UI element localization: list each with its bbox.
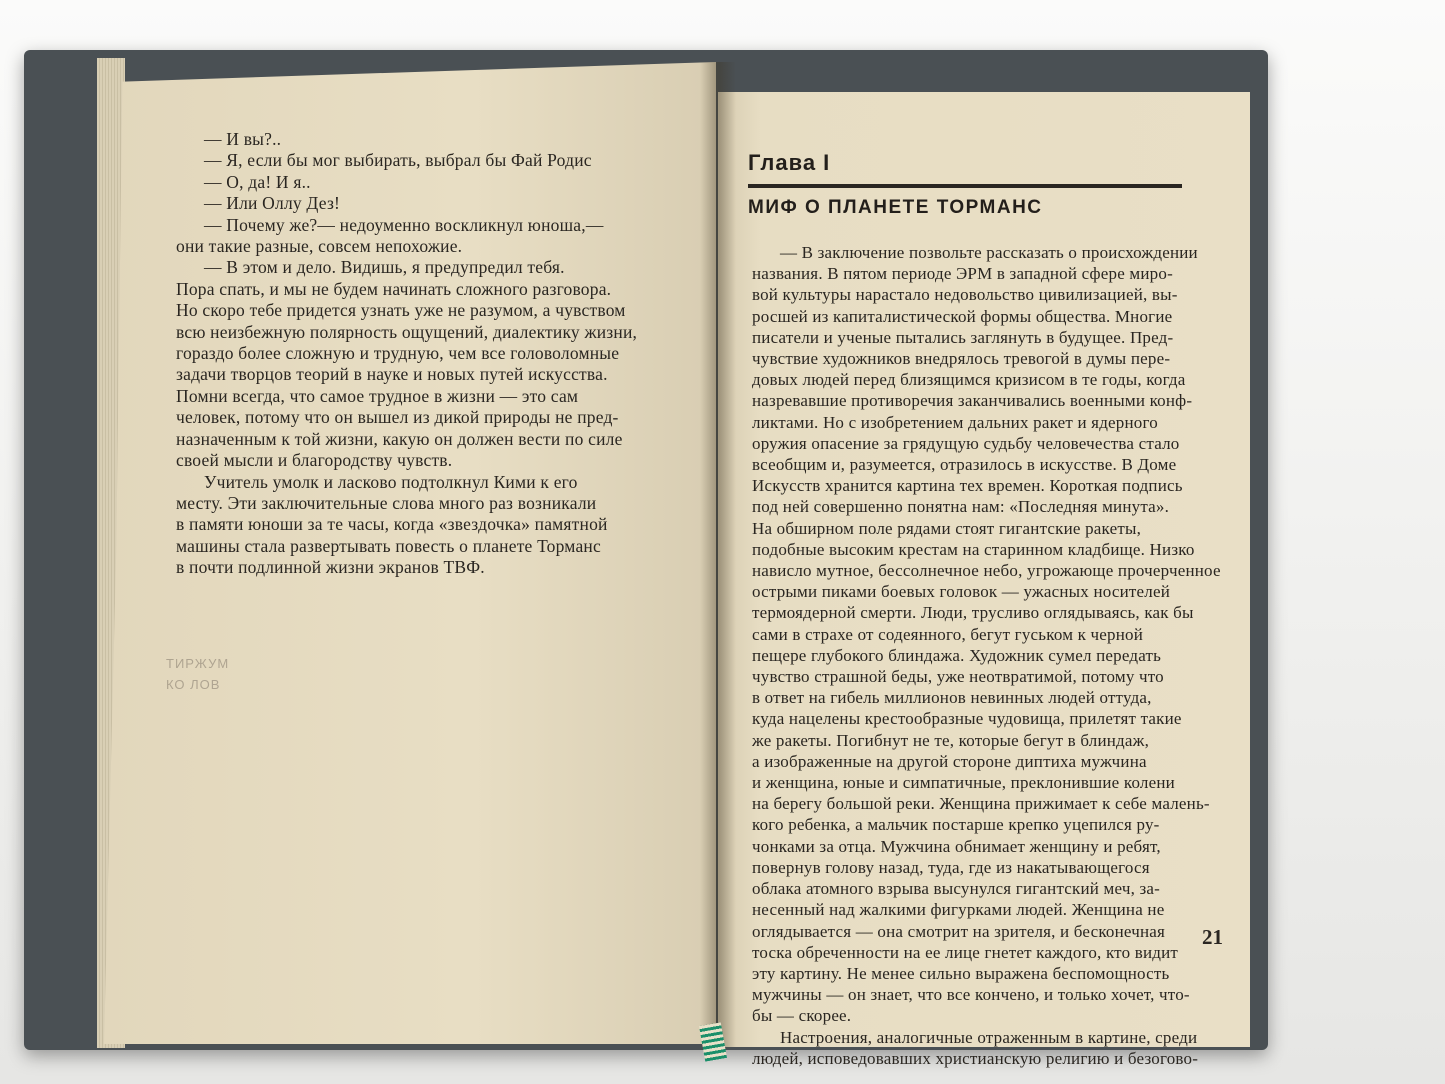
faint-stamp-text: КО ЛОВ (166, 677, 221, 692)
text-line: и женщина, юные и симпатичные, преклонившие колени (752, 773, 1175, 793)
text-line: назначенным к той жизни, какую он должен вести по силе (176, 428, 623, 449)
text-line: Учитель умолк и ласково подтолкнул Кими к его (204, 471, 578, 492)
left-page-text (176, 129, 662, 579)
text-line: всю неизбежную полярность ощущений, диалектику жизни, (176, 321, 638, 342)
text-line: в ответ на гибель миллионов невинных людей оттуда, (752, 688, 1152, 708)
text-line: тоска обреченности на ее лице гнетет каждого, кто видит (752, 942, 1179, 962)
text-line: — О, да! И я.. (204, 171, 311, 192)
text-line: облака атомного взрыва высунулся гигантский меч, за- (752, 879, 1160, 899)
text-line: оружия опасение за грядущую судьбу человечества стало (752, 433, 1180, 453)
text-line: чонками за отца. Мужчина обнимает женщину и ребят, (752, 836, 1161, 856)
text-line: на берегу большой реки. Женщина прижимает к себе малень- (752, 794, 1210, 814)
text-line: назревавшие противоречия заканчивались военными конф- (752, 391, 1193, 411)
book-gutter (700, 62, 736, 1047)
text-line: термоядерной смерти. Люди, трусливо оглядываясь, как бы (752, 603, 1194, 623)
text-line: пещере глубокого блиндажа. Художник сумел передать (752, 645, 1162, 665)
text-line: месту. Эти заключительные слова много раз возникали (176, 492, 597, 513)
text-line: росшей из капиталистической формы общества. Многие (752, 306, 1173, 326)
text-line: повернув голову назад, туда, где из накатывающегося (752, 857, 1150, 877)
text-line: Но скоро тебе придется узнать уже не разумом, а чувством (176, 300, 626, 321)
text-line: в памяти юноши за те часы, когда «звездочка» памятной (176, 514, 608, 535)
text-line: Пора спать, и мы не будем начинать сложного разговора. (176, 278, 612, 299)
text-line: На обширном поле рядами стоят гигантские ракеты, (752, 518, 1142, 538)
text-line: Помни всегда, что самое трудное в жизни — это сам (176, 385, 579, 406)
text-line: машины стала развертывать повесть о планете Торманс (176, 535, 601, 556)
faint-stamp-text: ТИРЖУМ (166, 656, 230, 671)
text-line: мужчины — он знает, что все кончено, и только хочет, что- (752, 985, 1190, 1005)
text-line: — Я, если бы мог выбирать, выбрал бы Фай Родис (204, 150, 592, 171)
text-line: писатели и ученые пытались заглянуть в будущее. Пред- (752, 327, 1174, 347)
text-line: сами в страхе от содеянного, бегут гуськом к черной (752, 624, 1144, 644)
text-line: оглядывается — она смотрит на зрителя, и бесконечная (752, 921, 1166, 941)
text-line: под ней совершенно понятна нам: «Последняя минута». (752, 497, 1170, 517)
text-line: задачи творцов теорий в науке и новых путей искусства. (176, 364, 608, 385)
text-line: чувствие художников внедрялось тревогой в думы пере- (752, 349, 1171, 369)
text-line: ликтами. Но с изобретением дальних ракет и ядерного (752, 412, 1158, 432)
text-line: — И вы?.. (204, 129, 282, 149)
text-line: своей мысли и благородству чувств. (176, 450, 453, 471)
text-line: довых людей перед близящимся кризисом в те годы, когда (752, 370, 1186, 390)
text-line: кого ребенка, а мальчик постарше крепко уцепился ру- (752, 815, 1160, 835)
text-line: нависло мутное, бессолнечное небо, угрожающе прочерченное (752, 561, 1221, 581)
text-line: куда нацелены крестообразные чудовища, прилетят такие (752, 709, 1182, 729)
text-line: они такие разные, совсем непохожие. (176, 236, 463, 257)
chapter-title: МИФ О ПЛАНЕТЕ ТОРМАНС (748, 197, 1043, 218)
text-line: острыми пиками боевых головок — ужасных носителей (752, 582, 1171, 602)
text-line: бы — скорее. (752, 1006, 852, 1026)
chapter-label: Глава I (748, 150, 831, 175)
right-page-text (752, 242, 1228, 1069)
text-line: Настроения, аналогичные отраженным в картине, среди (780, 1027, 1198, 1047)
chapter-rule (748, 184, 1182, 188)
text-line: подобные высоким крестам на старинном кладбище. Низко (752, 539, 1195, 559)
text-line: в почти подлинной жизни экранов ТВФ. (176, 557, 485, 578)
page-number: 21 (1202, 925, 1223, 949)
text-line: названия. В пятом периоде ЭРМ в западной сфере миро- (752, 264, 1173, 284)
text-line: — В этом и дело. Видишь, я предупредил тебя. (204, 257, 565, 278)
text-line: всеобщим и, разумеется, отразилось в искусстве. В Доме (752, 455, 1177, 475)
text-line: же ракеты. Погибнут не те, которые бегут в блиндаж, (752, 730, 1150, 750)
text-line: Искусств хранится картина тех времен. Короткая подпись (752, 476, 1183, 496)
text-line: несенный над жалкими фигурками людей. Женщина не (752, 900, 1165, 920)
text-line: эту картину. Не менее сильно выражена беспомощность (752, 963, 1170, 983)
text-line: — Почему же?— недоуменно воскликнул юноша,— (204, 214, 604, 235)
text-line: — Или Оллу Дез! (204, 193, 341, 214)
text-line: вой культуры нарастало недовольство цивилизацией, вы- (752, 285, 1178, 305)
text-line: людей, исповедовавших христианскую религию и безогово- (752, 1048, 1199, 1068)
text-line: — В заключение позвольте рассказать о происхождении (780, 243, 1198, 262)
text-line: гораздо более сложную и трудную, чем все головоломные (176, 343, 620, 364)
text-line: человек, потому что он вышел из дикой природы не пред- (176, 407, 619, 428)
text-line: чувство страшной беды, уже неотвратимой, потому что (752, 667, 1164, 687)
text-line: а изображенные на другой стороне диптиха мужчина (752, 751, 1147, 771)
